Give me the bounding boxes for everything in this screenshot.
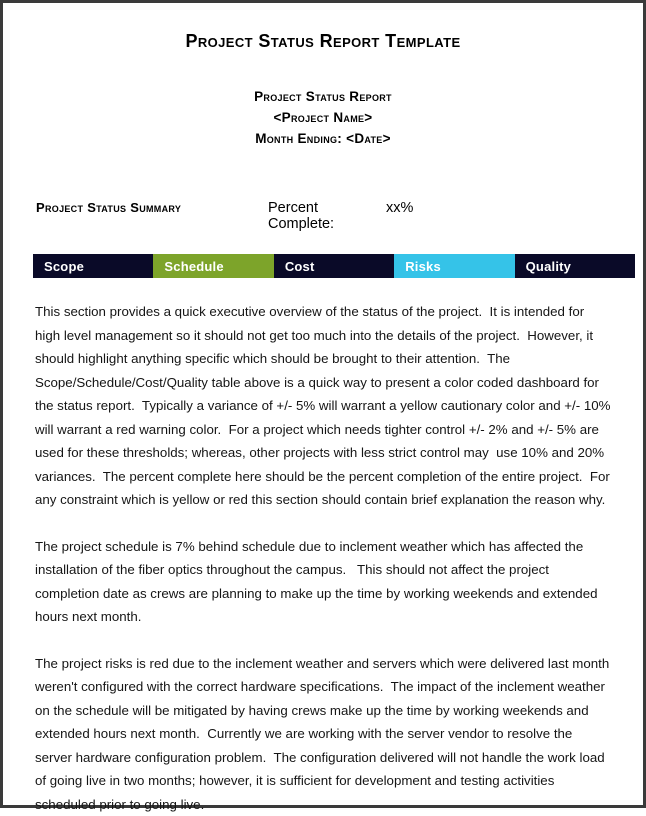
percent-complete-label: Percent Complete: <box>268 200 386 232</box>
body-paragraph: The project schedule is 7% behind schedule due to inclement weather which has affected the installation of the fiber optics throughout the campus. This should not affect the project completion date as crews are planning to make up the time by working weekends and extended hours next month. <box>35 535 612 629</box>
percent-complete-value: xx% <box>386 200 413 216</box>
status-cell-risks[interactable] <box>394 254 514 278</box>
page-title: Project Status Report Template <box>32 31 614 52</box>
subtitle-report-name: Project Status Report <box>32 86 614 107</box>
status-cell-label: Schedule <box>164 260 223 273</box>
status-cell-label: Cost <box>285 260 315 273</box>
status-cell-label: Scope <box>44 260 84 273</box>
report-subtitle-block <box>32 86 614 149</box>
project-status-summary-row <box>32 200 614 232</box>
status-cell-schedule[interactable] <box>153 254 273 278</box>
body-paragraph: This section provides a quick executive overview of the status of the project. It is intended for high level management so it should not get too much into the details of the project. However, it should highlight anything specific which should be brought to their attention. The Scope/Schedule/Cost/Quality table above is a quick way to present a color coded dashboard for the status report. Typically a variance of +/- 5% will warrant a yellow cautionary color and +/- 10% will warrant a red warning color. For a project which needs tighter control +/- 2% and +/- 5% are used for these thresholds; whereas, other projects with less strict control may use 10% and 20% variances. The percent complete here should be the percent completion of the entire project. For any constraint which is yellow or red this section should contain brief explanation the reason why. <box>35 300 612 512</box>
status-cell-quality[interactable] <box>515 254 635 278</box>
status-dashboard-bar <box>33 254 635 278</box>
page-content <box>3 3 643 816</box>
project-status-summary-heading: Project Status Summary <box>36 200 268 215</box>
status-cell-label: Quality <box>526 260 571 273</box>
status-cell-label: Risks <box>405 260 441 273</box>
status-cell-scope[interactable] <box>33 254 153 278</box>
subtitle-project-name: <Project Name> <box>32 107 614 128</box>
body-paragraph: The project risks is red due to the inclement weather and servers which were delivered last month weren't configured with the correct hardware specifications. The impact of the inclement weather on the schedule will be mitigated by having crews make up the time by working weekends and extended hours next month. Currently we are working with the server vendor to resolve the server hardware configuration problem. The configuration delivered will not handle the work load of going live in two months; however, it is sufficient for development and testing activities scheduled prior to going live. <box>35 652 612 816</box>
status-cell-cost[interactable] <box>274 254 394 278</box>
report-body <box>32 300 614 816</box>
subtitle-month-ending: Month Ending: <Date> <box>32 128 614 149</box>
